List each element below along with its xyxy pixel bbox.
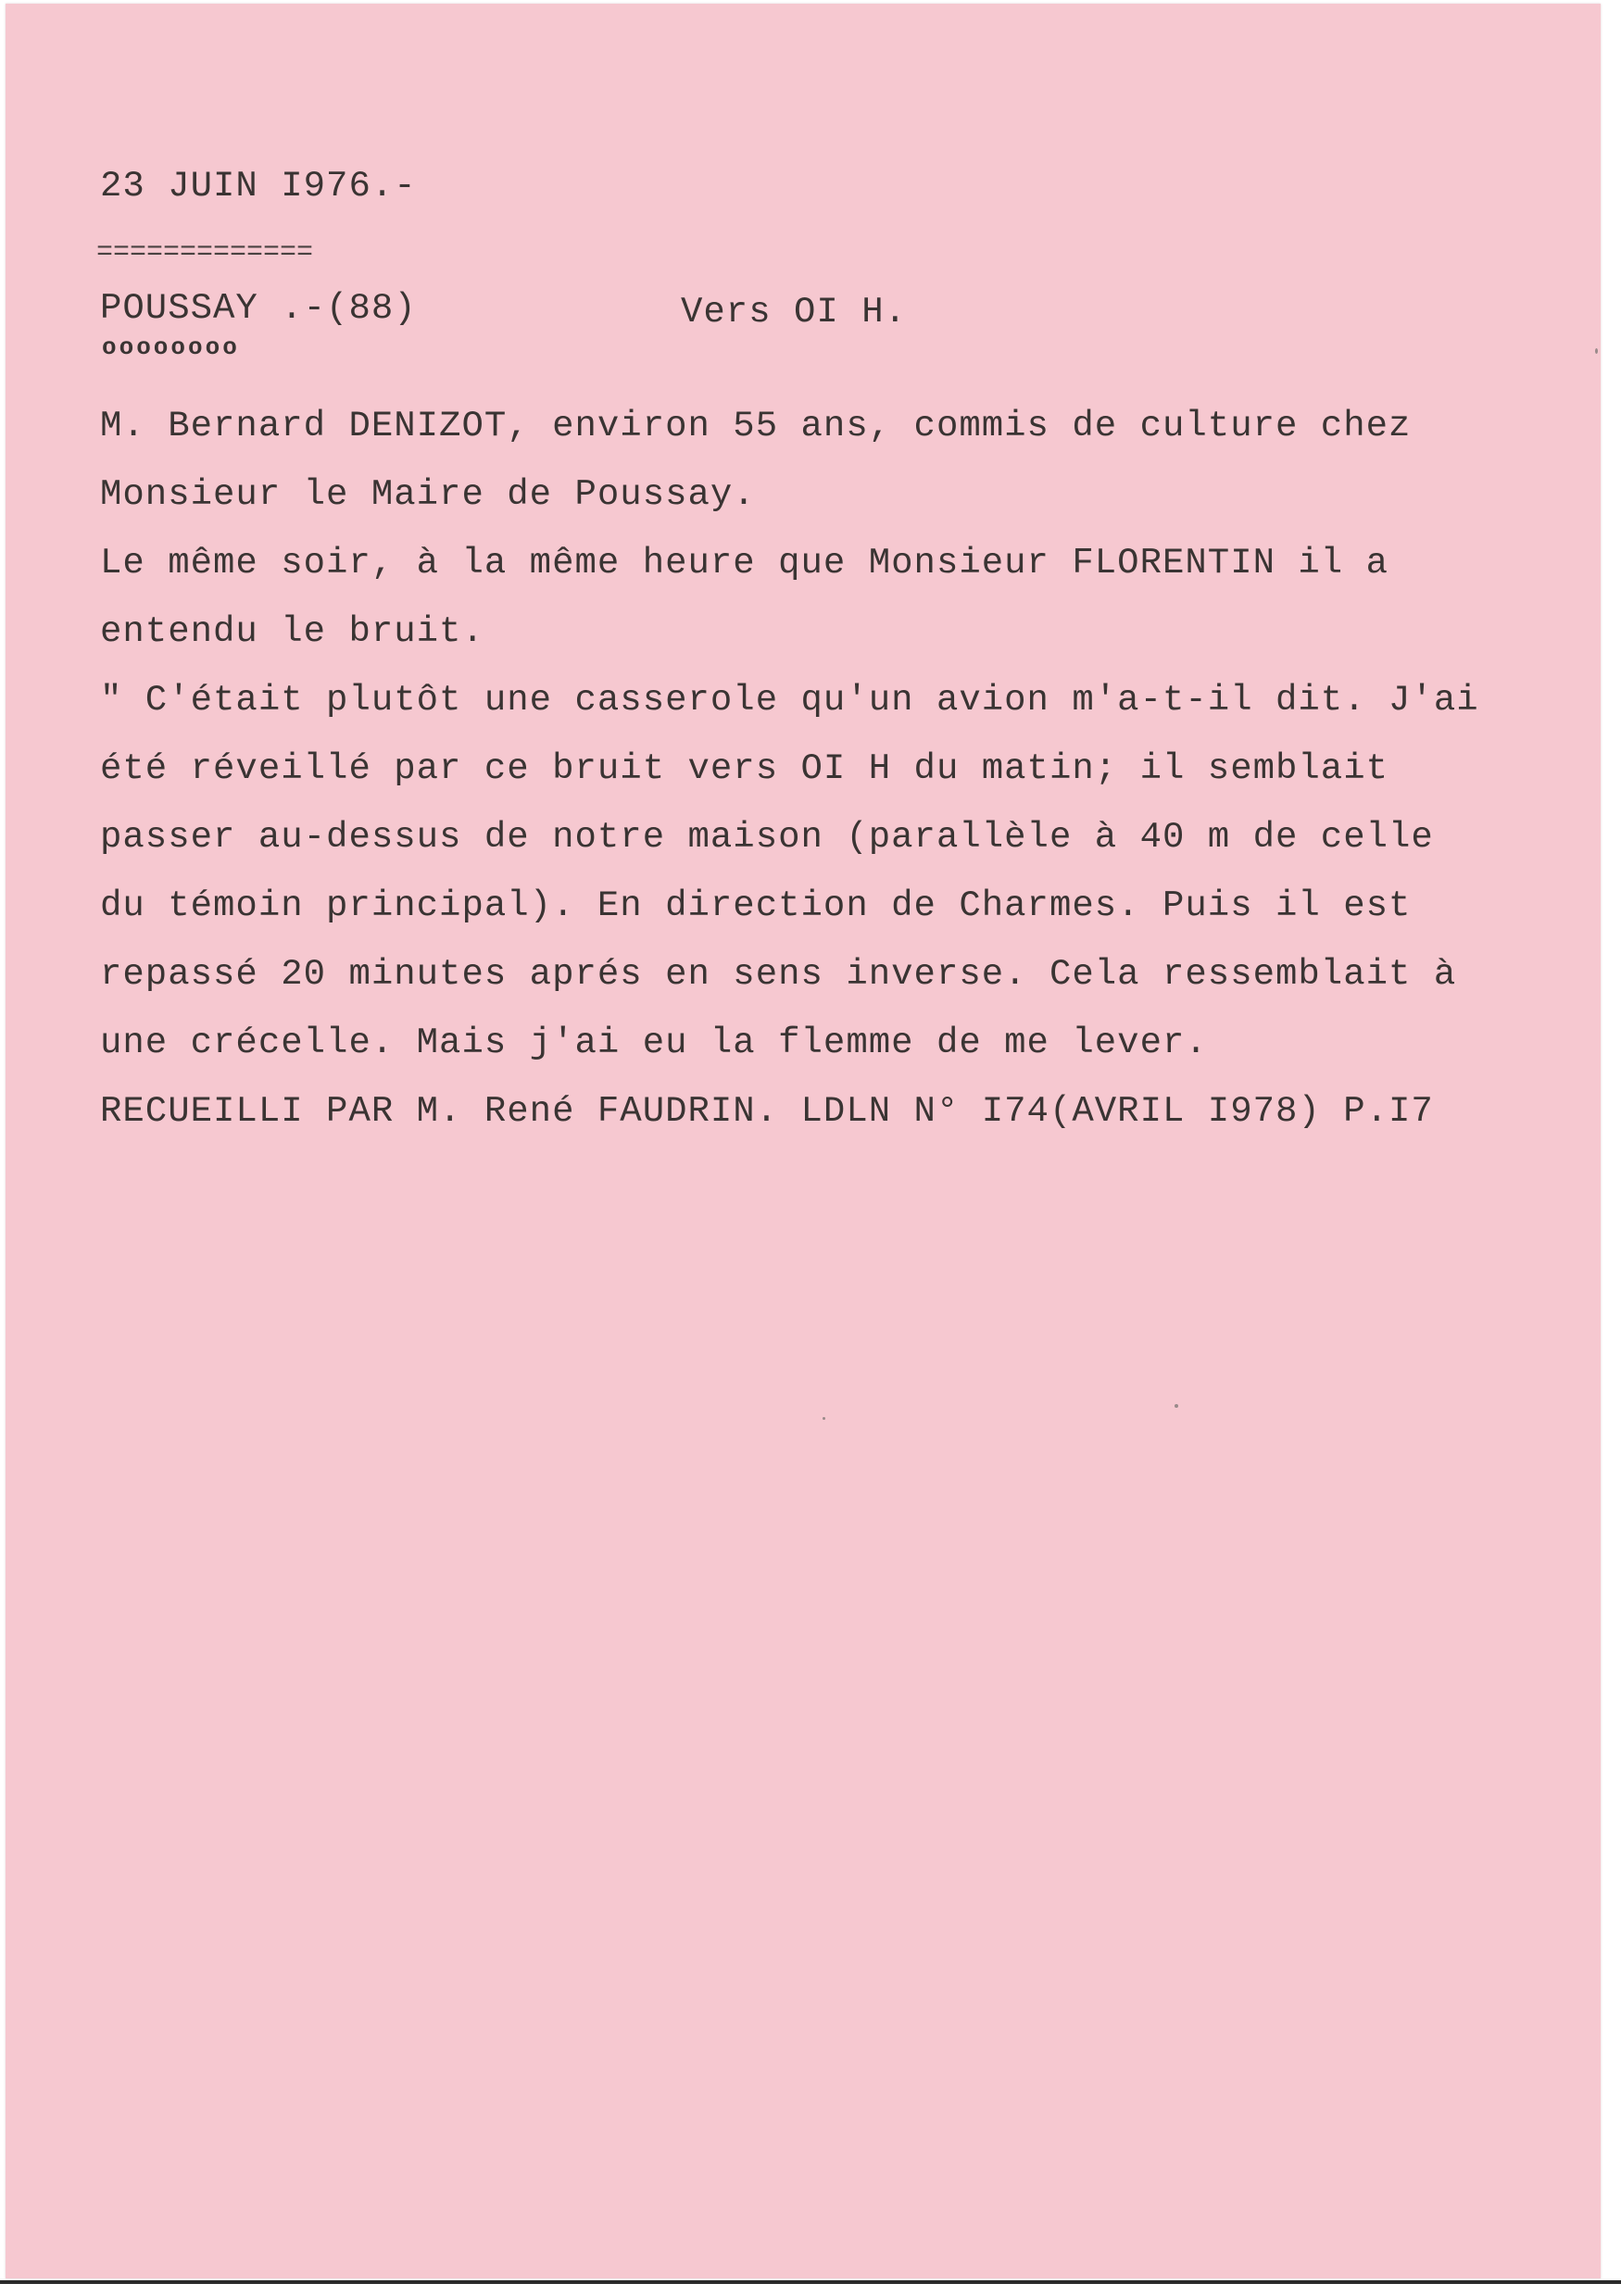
source-citation: RECUEILLI PAR M. René FAUDRIN. LDLN N° I74(AVRIL I978) P.I7 — [100, 1091, 1434, 1132]
body-line: Monsieur le Maire de Poussay. — [100, 474, 756, 515]
report-place: POUSSAY .-(88) — [100, 288, 417, 329]
testimony-body — [100, 408, 1582, 1161]
place-underline: oooooooo — [102, 333, 240, 361]
paper-speck — [1595, 348, 1598, 354]
body-line: M. Bernard DENIZOT, environ 55 ans, commis de culture chez — [100, 406, 1412, 446]
body-line: été réveillé par ce bruit vers OI H du matin; il semblait — [100, 748, 1389, 789]
body-line: entendu le bruit. — [100, 611, 484, 652]
body-line: Le même soir, à la même heure que Monsieur FLORENTIN il a — [100, 543, 1389, 583]
body-line: une crécelle. Mais j'ai eu la flemme de me lever. — [100, 1023, 1208, 1063]
paper-speck — [823, 1417, 825, 1420]
scan-bottom-edge — [0, 2280, 1621, 2284]
body-line: passer au-dessus de notre maison (parallèle à 40 m de celle — [100, 817, 1434, 858]
paper-speck — [1175, 1404, 1178, 1408]
report-date: 23 JUIN I976.- — [100, 166, 417, 207]
body-line: " C'était plutôt une casserole qu'un avion m'a-t-il dit. J'ai — [100, 680, 1479, 721]
date-underline: ============= — [96, 237, 314, 269]
body-line: repassé 20 minutes aprés en sens inverse. Cela ressemblait à — [100, 954, 1457, 995]
report-time: Vers OI H. — [681, 292, 908, 332]
body-line: du témoin principal). En direction de Charmes. Puis il est — [100, 885, 1412, 926]
